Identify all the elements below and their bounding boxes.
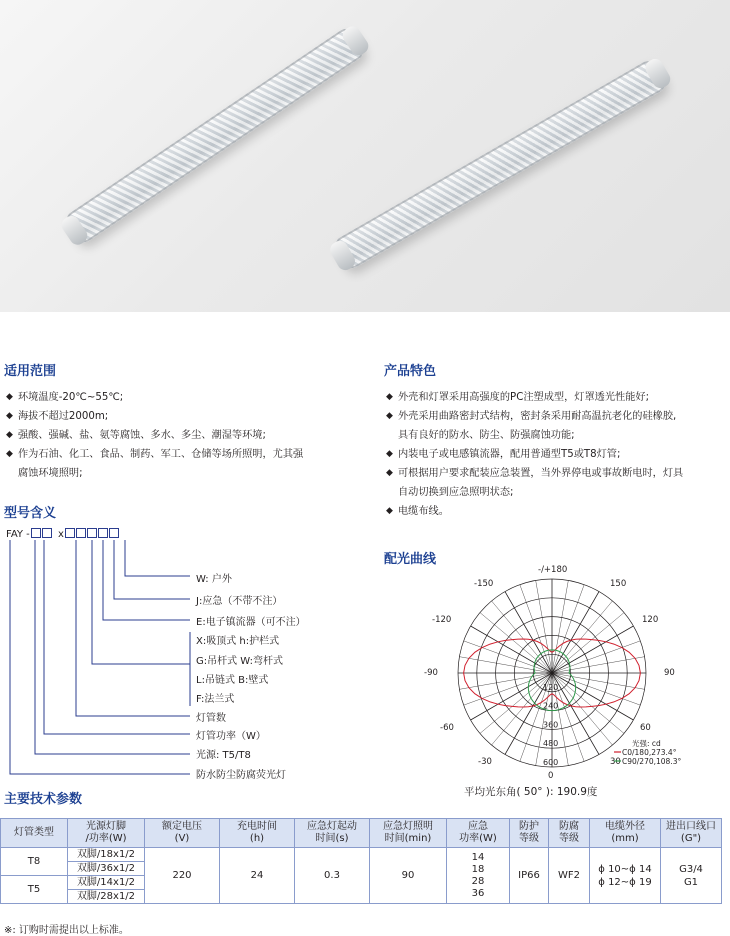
em-power-value: 28 [471, 875, 485, 887]
radial-label: 360 [543, 720, 559, 730]
model-label: 灯管功率（W） [196, 731, 266, 742]
angle-label: 120 [642, 615, 659, 625]
angle-label: -150 [474, 579, 494, 589]
lamp-cell: 双脚/14x1/2 [68, 876, 145, 890]
col-header: 应急灯照明 时间(min) [370, 819, 447, 848]
scope-list [6, 388, 356, 483]
model-label: F:法兰式 [196, 694, 235, 705]
model-label: 防水防尘防腐荧光灯 [196, 770, 286, 781]
feature-item-cont: 具有良好的防水、防尘、防强腐蚀功能; [398, 430, 575, 441]
angle-label: -90 [424, 668, 438, 678]
scope-title: 适用范围 [4, 364, 57, 379]
lamp-cell: 双脚/18x1/2 [68, 848, 145, 862]
cable-cell [590, 848, 661, 904]
anticorrosion-cell: WF2 [549, 848, 590, 904]
col-header: 应急灯起动 时间(s) [295, 819, 370, 848]
model-label: L:吊链式 B:壁式 [196, 675, 269, 686]
charge-cell: 24 [220, 848, 295, 904]
legend-c0: C0/180,273.4° [622, 748, 677, 757]
angle-label: 90 [664, 668, 675, 678]
thread-cell [661, 848, 722, 904]
angle-label: -120 [432, 615, 452, 625]
legend-unit: 光强: cd [632, 739, 661, 748]
ip-cell: IP66 [510, 848, 549, 904]
angle-label: 0 [548, 771, 554, 781]
model-x: x [57, 529, 64, 540]
radial-label: 480 [543, 739, 559, 749]
spec-table [0, 818, 722, 904]
order-note: ※: 订购时需提出以上标准。 [4, 925, 129, 936]
feature-item: ◆ 内装电子或电感镇流器，配用普通型T5或T8灯管; [386, 445, 726, 464]
model-connector-lines [0, 536, 200, 776]
cable-value: ϕ 10~ϕ 14 [598, 863, 652, 875]
feature-item: ◆ 电缆布线。 [386, 502, 726, 521]
scope-item: ◆ 环境温度-20℃~55℃; [6, 388, 356, 407]
type-cell: T5 [1, 876, 68, 904]
radial-label: 120 [543, 682, 559, 692]
model-label: 光源: T5/T8 [196, 750, 251, 761]
lamp-cell: 双脚/28x1/2 [68, 890, 145, 904]
lamp-fixture-left [62, 25, 367, 246]
scope-item-cont: 腐蚀环境照明; [18, 468, 83, 479]
polar-caption: 平均光东角( 50° ): 190.9度 [464, 786, 598, 798]
col-header: 进出口线口 (G") [661, 819, 722, 848]
scope-item: ◆ 作为石油、化工、食品、制药、军工、仓储等场所照明，尤其强 [6, 445, 356, 464]
angle-label: -60 [440, 723, 454, 733]
photometric-title: 配光曲线 [384, 552, 437, 567]
features-title: 产品特色 [384, 364, 437, 379]
angle-label: -30 [478, 757, 492, 767]
col-header: 防护 等级 [510, 819, 549, 848]
feature-item: ◆ 外壳和灯罩采用高强度的PC注塑成型，灯罩透光性能好; [386, 388, 726, 407]
col-header: 电缆外径 (mm) [590, 819, 661, 848]
col-header: 应急 功率(W) [447, 819, 510, 848]
cable-value: ϕ 12~ϕ 19 [598, 876, 652, 888]
angle-label: 150 [610, 579, 627, 589]
polar-diagram [420, 562, 720, 790]
legend-c90: C90/270,108.3° [622, 757, 682, 766]
model-label: 灯管数 [196, 713, 226, 724]
model-label: X:吸顶式 h:护栏式 [196, 636, 280, 647]
model-label: J:应急（不带不注） [196, 596, 283, 607]
angle-label: 60 [640, 723, 651, 733]
lamp-fixture-right [332, 57, 669, 271]
scope-item: ◆ 海拔不超过2000m; [6, 407, 356, 426]
params-title: 主要技术参数 [4, 792, 83, 807]
feature-item-cont: 自动切换到应急照明状态; [398, 487, 514, 498]
feature-item: ◆ 可根据用户要求配装应急装置，当外界停电或事故断电时，灯具 [386, 464, 726, 483]
model-label: G:吊杆式 W:弯杆式 [196, 656, 283, 667]
em-power-cell [447, 848, 510, 904]
table-header-row [1, 819, 722, 848]
voltage-cell: 220 [145, 848, 220, 904]
model-prefix: FAY - [6, 529, 30, 540]
model-label: W: 户外 [196, 574, 232, 585]
col-header: 灯管类型 [1, 819, 68, 848]
em-power-value: 36 [471, 887, 485, 899]
col-header: 防腐 等级 [549, 819, 590, 848]
model-title: 型号含义 [4, 506, 57, 521]
feature-item: ◆ 外壳采用曲路密封式结构，密封条采用耐高温抗老化的硅橡胶, [386, 407, 726, 426]
features-list [386, 388, 726, 521]
col-header: 光源灯脚 /功率(W) [68, 819, 145, 848]
em-power-value: 18 [471, 863, 485, 875]
col-header: 充电时间 (h) [220, 819, 295, 848]
scope-item: ◆ 强酸、强碱、盐、氨等腐蚀、多水、多尘、潮湿等环境; [6, 426, 356, 445]
duration-cell: 90 [370, 848, 447, 904]
angle-label: 30 [610, 757, 621, 767]
product-photo [0, 0, 730, 312]
angle-label: -/+180 [538, 565, 568, 575]
thread-value: G1 [683, 876, 699, 888]
table-row [1, 848, 722, 862]
em-power-value: 14 [471, 851, 485, 863]
lamp-cell: 双脚/36x1/2 [68, 862, 145, 876]
radial-label: 600 [543, 758, 559, 767]
model-label: E:电子镇流器（可不注） [196, 617, 306, 628]
thread-value: G3/4 [679, 863, 703, 875]
type-cell: T8 [1, 848, 68, 876]
col-header: 额定电压 (V) [145, 819, 220, 848]
radial-label: 240 [543, 701, 559, 711]
start-cell: 0.3 [295, 848, 370, 904]
